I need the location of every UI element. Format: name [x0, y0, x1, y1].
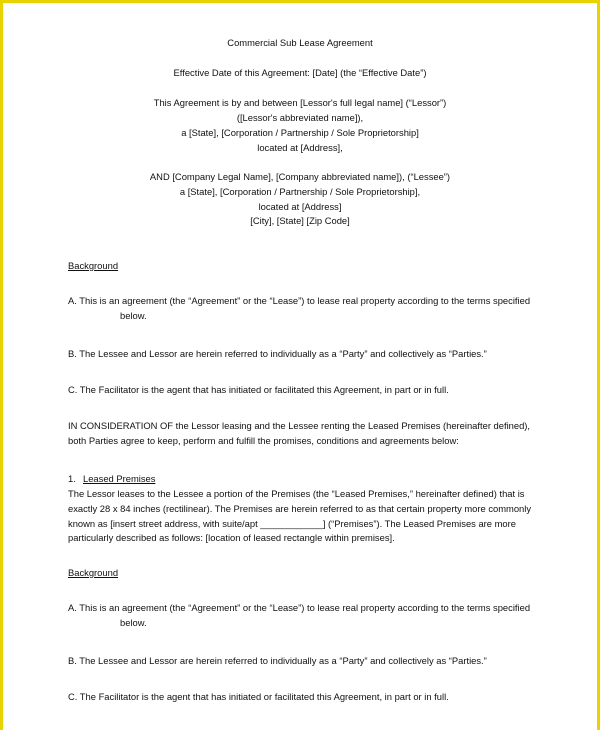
- clause-a-line-2: below.: [120, 310, 147, 321]
- consideration-line-2: both Parties agree to keep, perform and fulfill the promises, conditions and agreements below:: [68, 435, 459, 446]
- lessee-line-1: AND [Company Legal Name], [Company abbreviated name]), (“Lessee”): [149, 171, 451, 182]
- effective-date: Effective Date of this Agreement: [Date] (the “Effective Date”): [173, 67, 427, 78]
- clause-c: C. The Facilitator is the agent that has initiated or facilitated this Agreement, in part or in full.: [68, 384, 449, 395]
- section-1-line-3: known as [insert street address, with suite/apt ____________] (“Premises”). The Leased Premises are more: [68, 518, 516, 529]
- section-1-line-4: particularly described as follows: [location of leased rectangle within premises].: [68, 532, 395, 543]
- lessee-line-4: [City], [State] [Zip Code]: [250, 215, 350, 226]
- lessor-line-4: located at [Address],: [257, 142, 343, 153]
- lessor-line-3: a [State], [Corporation / Partnership / Sole Proprietorship]: [181, 127, 419, 138]
- consideration-line-1: IN CONSIDERATION OF the Lessor leasing and the Lessee renting the Leased Premises (hereinafter defined),: [68, 420, 531, 431]
- section-1-line-2: exactly 28 x 84 inches (rectilinear). The Premises are herein referred to as that certain property more commonly: [68, 503, 532, 514]
- clause-a-line-1: A. This is an agreement (the “Agreement” or the “Lease”) to lease real property according to the terms specified: [68, 295, 531, 306]
- lessee-line-2: a [State], [Corporation / Partnership / Sole Proprietorship],: [179, 186, 421, 197]
- lessee-line-3: located at [Address]: [258, 201, 342, 212]
- document-title: Commercial Sub Lease Agreement: [227, 37, 373, 48]
- background-heading-2: Background: [68, 567, 119, 578]
- document-page: [3, 3, 597, 730]
- background-heading: Background: [68, 260, 119, 271]
- lessor-line-1: This Agreement is by and between [Lessor's full legal name] (“Lessor”): [153, 97, 447, 108]
- clause-c2: C. The Facilitator is the agent that has initiated or facilitated this Agreement, in part or in full.: [68, 691, 449, 702]
- lessor-line-2: ([Lessor's abbreviated name]),: [236, 112, 364, 123]
- section-1-number: 1.: [68, 473, 76, 484]
- section-1-line-1: The Lessor leases to the Lessee a portion of the Premises (the “Leased Premises,” hereinafter defined) that is: [68, 488, 525, 499]
- clause-b: B. The Lessee and Lessor are herein referred to individually as a “Party” and collectively as “Parties.”: [68, 348, 487, 359]
- section-1-title: Leased Premises: [83, 473, 156, 484]
- clause-b2: B. The Lessee and Lessor are herein referred to individually as a “Party” and collectively as “Parties.”: [68, 655, 487, 666]
- clause-a2-line-2: below.: [120, 617, 147, 628]
- clause-a2-line-1: A. This is an agreement (the “Agreement” or the “Lease”) to lease real property according to the terms specified: [68, 602, 531, 613]
